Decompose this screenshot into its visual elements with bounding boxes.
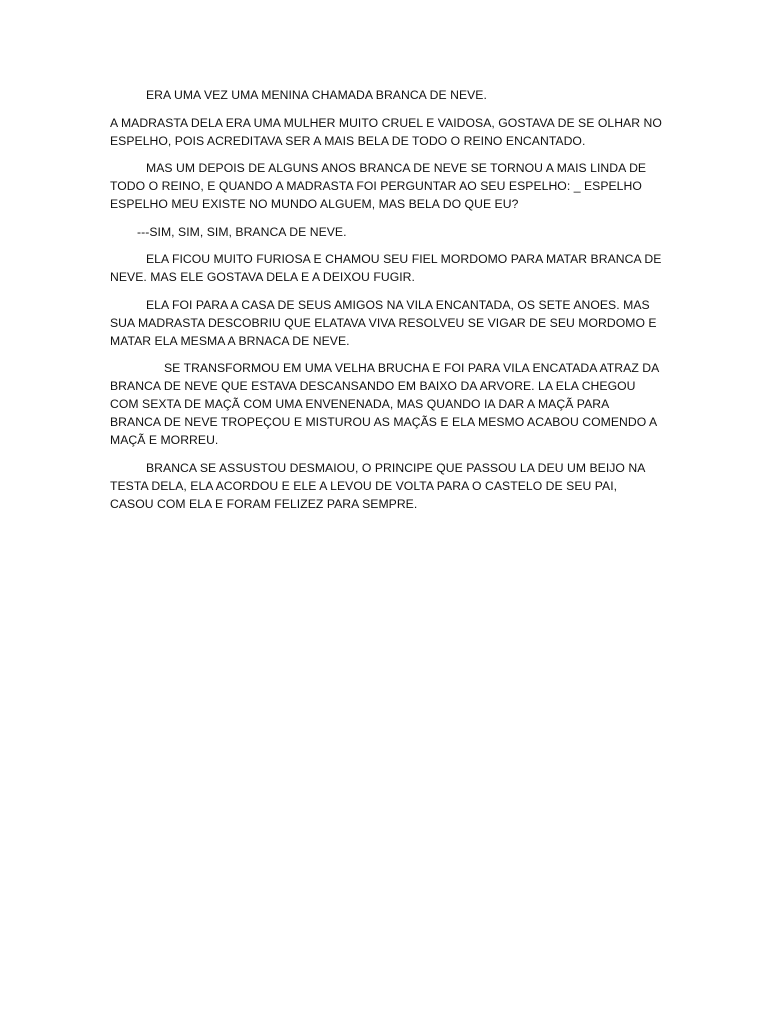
paragraph-opening: ERA UMA VEZ UMA MENINA CHAMADA BRANCA DE NEVE. xyxy=(146,88,487,102)
document-body xyxy=(110,86,662,513)
paragraph-butler: ELA FICOU MUITO FURIOSA E CHAMOU SEU FIEL MORDOMO PARA MATAR BRANCA DE NEVE. MAS ELE GOSTAVA DELA E A DEIXOU FUGIR. xyxy=(110,252,662,284)
paragraph-stepmother: A MADRASTA DELA ERA UMA MULHER MUITO CRUEL E VAIDOSA, GOSTAVA DE SE OLHAR NO ESPELHO, POIS ACREDITAVA SER A MAIS BELA DE TODO O REINO ENCANTADO. xyxy=(110,115,662,148)
paragraph-ending: BRANCA SE ASSUSTOU DESMAIOU, O PRINCIPE QUE PASSOU LA DEU UM BEIJO NA TESTA DELA, ELA ACORDOU E ELE A LEVOU DE VOLTA PARA O CASTELO DE SEU PAI, CASOU COM ELA E FORAM FELIZEZ PARA SEMPRE. xyxy=(110,460,645,511)
paragraph-mirror-question: MAS UM DEPOIS DE ALGUNS ANOS BRANCA DE NEVE SE TORNOU A MAIS LINDA DE TODO O REINO, E QUANDO A MADRASTA FOI PERGUNTAR AO SEU ESPELHO: _ ESPELHO ESPELHO MEU EXISTE NO MUNDO ALGUEM, MAS BELA DO QUE EU? xyxy=(110,161,647,211)
paragraph-mirror-answer: ---SIM, SIM, SIM, BRANCA DE NEVE. xyxy=(137,224,347,239)
paragraph-dwarfs: ELA FOI PARA A CASA DE SEUS AMIGOS NA VILA ENCANTADA, OS SETE ANOES. MAS SUA MADRASTA DESCOBRIU QUE ELATAVA VIVA RESOLVEU SE VIGAR DE SEU MORDOMO E MATAR ELA MESMA A BRNACA DE NEVE. xyxy=(110,297,657,348)
paragraph-witch: SE TRANSFORMOU EM UMA VELHA BRUCHA E FOI PARA VILA ENCATADA ATRAZ DA BRANCA DE NEVE QUE ESTAVA DESCANSANDO EM BAIXO DA ARVORE. LA ELA CHEGOU COM SEXTA DE MAÇÃ COM UMA ENVENENADA, MAS QUANDO IA DAR A MAÇÃ PARA BRANCA DE NEVE TROPEÇOU E MISTUROU AS MAÇÃS E ELA MESMO ACABOU COMENDO A MAÇÃ E MORREU. xyxy=(110,361,659,447)
